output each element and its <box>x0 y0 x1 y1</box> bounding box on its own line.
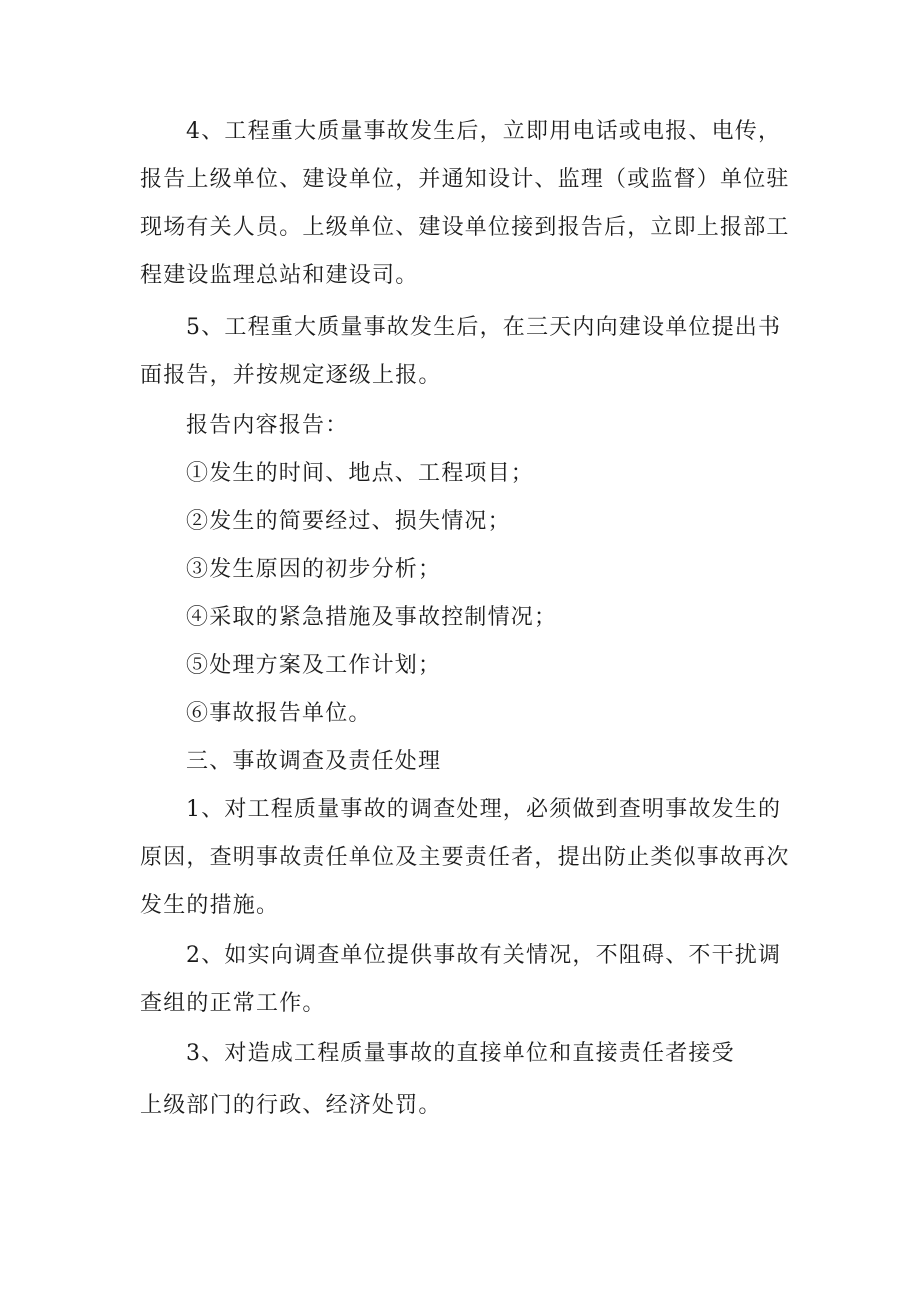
paragraph-line: 原因，查明事故责任单位及主要责任者，提出防止类似事故再次 <box>140 845 790 870</box>
paragraph-line: ②发生的简要经过、损失情况； <box>186 509 511 534</box>
paragraph-item-1 <box>140 786 790 930</box>
paragraph-line: 程建设监理总站和建设司。 <box>140 263 419 288</box>
paragraph-item-3-continued <box>140 1082 782 1130</box>
list-item-3 <box>140 546 782 594</box>
list-item-5 <box>140 642 782 690</box>
report-content-heading <box>140 402 782 450</box>
paragraph-line: 报告上级单位、建设单位，并通知设计、监理（或监督）单位驻 <box>140 167 790 192</box>
paragraph-line: 3、对造成工程质量事故的直接单位和直接责任者接受 <box>186 1041 735 1066</box>
paragraph-line: 5、工程重大质量事故发生后，在三天内向建设单位提出书 <box>186 315 782 340</box>
paragraph-line: 报告内容报告： <box>186 413 349 438</box>
paragraph-line: 上级部门的行政、经济处罚。 <box>140 1093 442 1118</box>
paragraph-line: 4、工程重大质量事故发生后，立即用电话或电报、电传， <box>186 119 782 144</box>
list-item-4 <box>140 594 782 642</box>
list-item-2 <box>140 498 782 546</box>
paragraph-item-3 <box>140 1030 782 1078</box>
paragraph-line: 查组的正常工作。 <box>140 991 326 1016</box>
paragraph-item-2 <box>140 932 782 1028</box>
paragraph-line: 现场有关人员。上级单位、建设单位接到报告后，立即上报部工 <box>140 215 790 240</box>
paragraph-line: 发生的措施。 <box>140 893 280 918</box>
paragraph-line: ⑥事故报告单位。 <box>186 701 372 726</box>
paragraph-line: ①发生的时间、地点、工程项目； <box>186 461 535 486</box>
paragraph-line: ⑤处理方案及工作计划； <box>186 653 442 678</box>
paragraph-line: 三、事故调查及责任处理 <box>186 749 442 774</box>
paragraph-line: 1、对工程质量事故的调查处理，必须做到查明事故发生的 <box>186 797 782 822</box>
paragraph-line: 2、如实向调查单位提供事故有关情况，不阻碍、不干扰调 <box>186 943 782 968</box>
paragraph-line: 面报告，并按规定逐级上报。 <box>140 363 442 388</box>
list-item-1 <box>140 450 782 498</box>
paragraph-line: ④采取的紧急措施及事故控制情况； <box>186 605 558 630</box>
list-item-6 <box>140 690 782 738</box>
paragraph-item-5 <box>140 304 782 400</box>
paragraph-item-4 <box>140 108 790 300</box>
paragraph-line: ③发生原因的初步分析； <box>186 557 442 582</box>
section-heading <box>140 738 782 786</box>
